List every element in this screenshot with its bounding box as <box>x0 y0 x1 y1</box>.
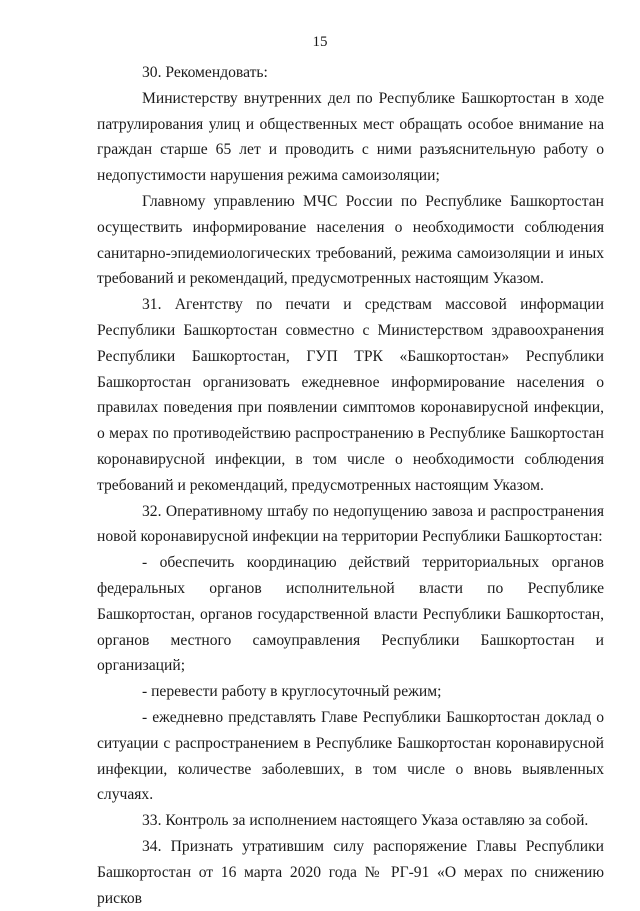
paragraph-33: 33. Контроль за исполнением настоящего Указа оставляю за собой. <box>142 812 589 830</box>
paragraph-32-item-round-the-clock: - перевести работу в круглосуточный режим; <box>142 683 442 701</box>
paragraph-31: 31. Агентству по печати и средствам массовой информации Республики Башкортостан совместно с Министерством здравоохранения Республики Башкортостан, ГУП ТРК «Башкортостан» Республики Башкортостан организовать ежедневное информирование населения о правилах поведения при появлении симптомов коронавирусной инфекции, о мерах по противодействию распространению в Республике Башкортостан коронавирусной инфекции, в том числе о необходимости соблюдения требований и рекомендаций, предусмотренных настоящим Указом. <box>97 296 604 494</box>
paragraph-32-item-coordination: - обеспечить координацию действий территориальных органов федеральных органов исполнительной власти по Республике Башкортостан, органов государственной власти Республики Башкортостан, органов местного самоуправления Республики Башкортостан и организаций; <box>97 554 604 675</box>
paragraph-34: 34. Признать утратившим силу распоряжение Главы Республики Башкортостан от 16 марта 2020 года № РГ-91 «О мерах по снижению рисков <box>97 837 604 907</box>
page-number: 15 <box>312 34 328 50</box>
paragraph-30-mchs: Главному управлению МЧС России по Республике Башкортостан осуществить информирование населения о необходимости соблюдения санитарно-эпидемиологических требований, режима самоизоляции и иных требований и рекомендаций, предусмотренных настоящим Указом. <box>97 192 604 288</box>
paragraph-30-mvd: Министерству внутренних дел по Республике Башкортостан в ходе патрулирования улиц и общественных мест обращать особое внимание на граждан старше 65 лет и проводить с ними разъяснительную работу о недопустимости нарушения режима самоизоляции; <box>97 89 604 185</box>
paragraph-32-item-daily-report: - ежедневно представлять Главе Республики Башкортостан доклад о ситуации с распространением в Республике Башкортостан коронавирусной инфекции, количестве заболевших, в том числе о вновь выявленных случаях. <box>97 708 604 804</box>
document-body <box>97 60 604 911</box>
paragraph-32: 32. Оперативному штабу по недопущению завоза и распространения новой коронавирусной инфекции на территории Республики Башкортостан: <box>97 502 604 546</box>
paragraph-30-heading: 30. Рекомендовать: <box>142 64 268 81</box>
